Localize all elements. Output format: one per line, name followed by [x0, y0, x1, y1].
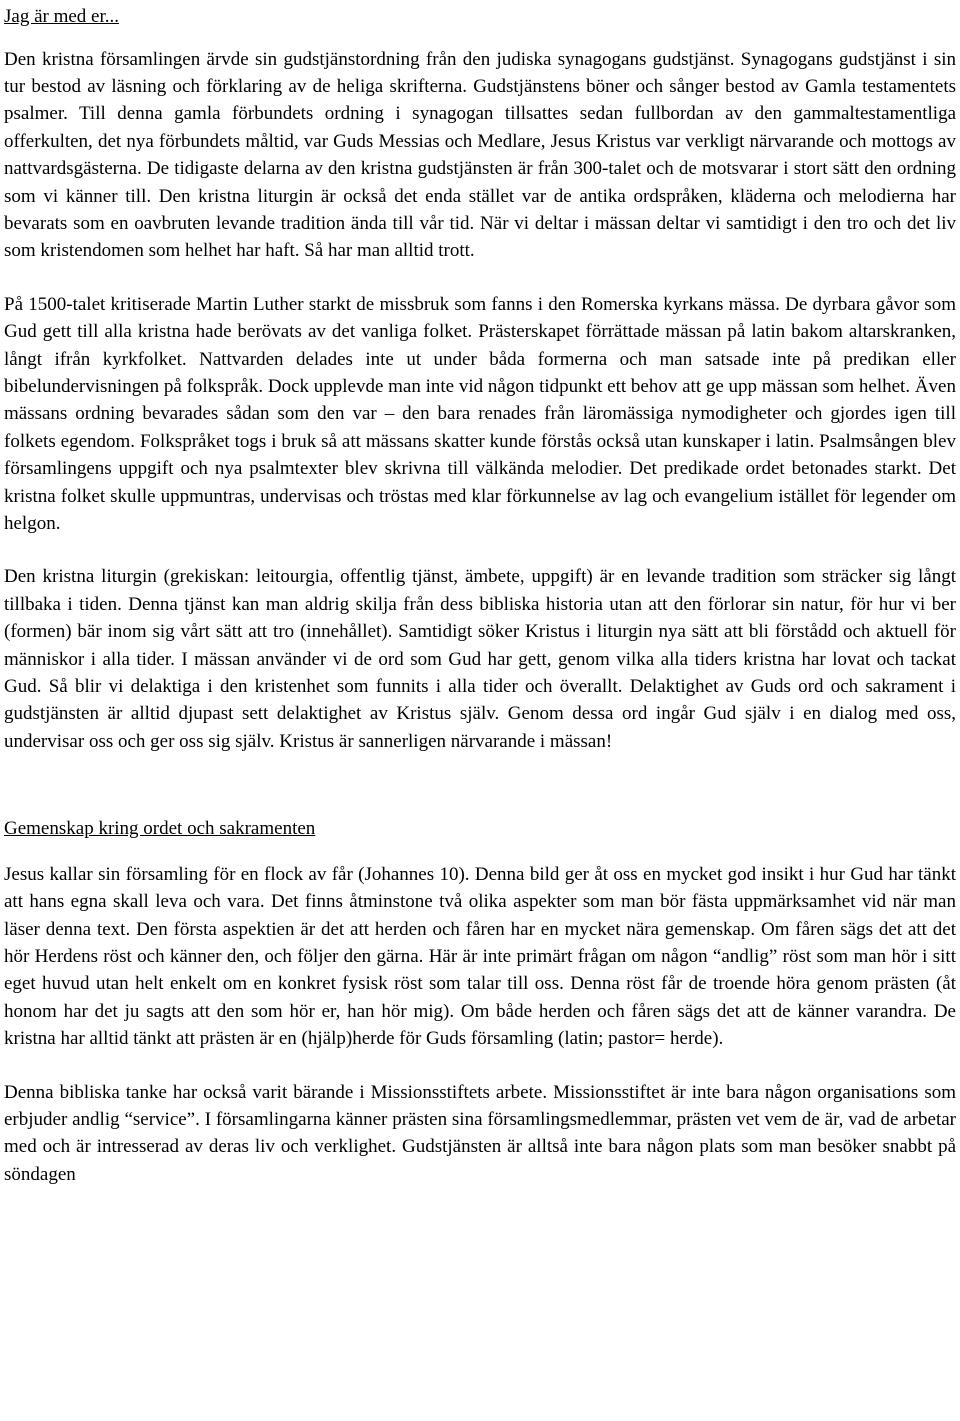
spacer	[4, 265, 956, 291]
paragraph-4: Jesus kallar sin församling för en flock av får (Johannes 10). Denna bild ger åt oss en mycket god insikt i hur Gud har tänkt att hans egna skall leva och vara. Det finns åtminstone två olika aspekter som man bör fästa uppmärksamhet vid när man läser denna text. Den första aspektien är det att herden och fåren har en mycket nära gemenskap. Om fåren sägs det att det hör Herdens röst och känner den, och följer den gärna. Här är inte primärt frågan om någon “andlig” röst som man hör i sitt eget huvud utan helt enkelt om en konkret fysisk röst som talar till oss. Denna röst får de troende höra genom prästen (åt honom har det ju sagts att den som hör er, han hör mig). Om både herden och fåren sägs det att de känner varandra. De kristna har alltid tänkt att prästen är en (hjälp)herde för Guds församling (latin; pastor= herde).	[4, 863, 956, 1050]
paragraph-5: Denna bibliska tanke har också varit bärande i Missionsstiftets arbete. Missionsstiftet är inte bara någon organisations som erbjuder andlig “service”. I församlingarna känner prästen sina församlingsmedlemmar, prästen vet vem de är, vad de arbetar med och är intresserad av deras liv och verklighet. Gudstjänsten är alltså inte bara någon plats som man besöker snabbt på söndagen	[4, 1081, 956, 1185]
paragraph-3: Den kristna liturgin (grekiskan: leitourgia, offentlig tjänst, ämbete, uppgift) är en levande tradition som sträcker sig långt tillbaka i tiden. Denna tjänst kan man aldrig skilja från dess bibliska historia utan att den förlorar sin natur, för hur vi ber (formen) bär inom sig vårt sätt att tro (innehållet). Samtidigt söker Kristus i liturgin nya sätt att bli förstådd och aktuell för människor i alla tider. I mässan använder vi de ord som Gud har gett, genom vilka alla tiders kristna har lovat och tackat Gud. Så blir vi delaktiga i den kristenhet som funnits i alla tider och överallt. Delaktighet av Guds ord och sakrament i gudstjänsten är alltid djupast sett delaktighet av Kristus själv. Genom dessa ord ingår Gud själv i en dialog med oss, undervisar oss och ger oss sig själv. Kristus är sannerligen närvarande i mässan!	[4, 566, 956, 752]
document-page	[4, 0, 956, 1188]
spacer	[4, 537, 956, 563]
section-heading: Gemenskap kring ordet och sakramenten	[4, 818, 316, 840]
paragraph-1: Den kristna församlingen ärvde sin gudstjänstordning från den judiska synagogans gudstjänst. Synagogans gudstjänst i sin tur bestod av läsning och förklaring av de heliga skrifterna. Gudstjänstens böner och sånger bestod av Gamla testamentets psalmer. Till denna gamla förbundets ordning i synagogan tillsattes sedan fullbordan av den gammaltestamentliga offerkulten, det nya förbundets måltid, var Guds Messias och Medlare, Jesus Kristus var verkligt närvarande och mottogs av nattvardsgästerna. De tidigaste delarna av den kristna gudstjänsten är från 300-talet och de motsvarar i stort sätt den ordning som vi känner till. Den kristna liturgin är också det enda stället var de antika ordspråken, kläderna och melodierna har bevarats som en oavbruten levande tradition ända till vår tid. När vi deltar i mässan deltar vi samtidigt i den tro och det liv som kristendomen som helhet har haft. Så har man alltid trott.	[4, 48, 956, 262]
paragraph-2: På 1500-talet kritiserade Martin Luther starkt de missbruk som fanns i den Romerska kyrkans mässa. De dyrbara gåvor som Gud gett till alla kristna hade berövats av det vanliga folket. Prästerskapet förrättade mässan på latin bakom altarskranken, långt ifrån kyrkfolket. Nattvarden delades inte ut under båda formerna och man satsade inte på predikan eller bibelundervisningen på folkspråk. Dock upplevde man inte vid någon tidpunkt ett behov att ge upp mässan som helhet. Även mässans ordning bevarades sådan som den var – den bara renades från läromässiga nymodigheter och gjordes igen till folkets egendom. Folkspråket togs i bruk så att mässans skatter kunde förstås också utan kunskaper i latin. Psalmsången blev församlingens uppgift och nya psalmtexter blev skrivna till välkända melodier. Det predikade ordet betonades starkt. Det kristna folket skulle uppmuntras, undervisas och tröstas med klar förkunnelse av lag och evangelium istället för legender om helgon.	[4, 293, 956, 534]
spacer	[4, 31, 956, 46]
spacer	[4, 1053, 956, 1079]
spacer	[4, 755, 956, 815]
top-link[interactable]: Jag är med er...	[4, 6, 120, 27]
spacer	[4, 843, 956, 861]
